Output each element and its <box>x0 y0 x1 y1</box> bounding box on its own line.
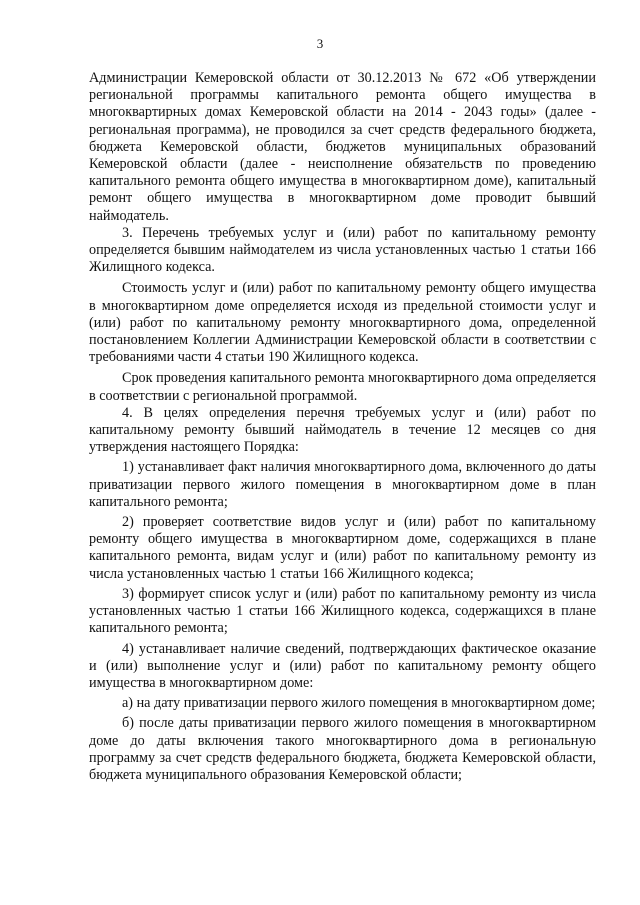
paragraph-term: Срок проведения капитального ремонта многоквартирного дома определяется в соответствии с региональной программой. <box>89 370 596 404</box>
paragraph-continuation: Администрации Кемеровской области от 30.12.2013 № 672 «Об утверждении региональной программы капитального ремонта общего имущества в многоквартирных домах Кемеровской области на 2014 - 2043 годы» (далее - региональная программа), не проводился за счет средств федерального бюджета, бюджета Кемеровской области, бюджетов муниципальных образований Кемеровской области (далее - неисполнение обязательств по проведению капитального ремонта общего имущества в многоквартирном доме), капитальный ремонт общего имущества в многоквартирном доме проводит бывший наймодатель. <box>89 70 596 224</box>
subitem-2: 2) проверяет соответствие видов услуг и (или) работ по капитальному ремонту общего имущества в многоквартирном доме, содержащихся в плане капитального ремонта, видам услуг и (или) работ по капитальному ремонту из числа установленных частью 1 статьи 166 Жилищного кодекса; <box>89 514 596 582</box>
document-body <box>89 70 596 784</box>
paragraph-item-4: 4. В целях определения перечня требуемых услуг и (или) работ по капитальному ремонту бывший наймодатель в течение 12 месяцев со дня утверждения настоящего Порядка: <box>89 404 596 456</box>
page-number: 3 <box>316 36 324 51</box>
subitem-4: 4) устанавливает наличие сведений, подтверждающих фактическое оказание и (или) выполнение услуг и (или) работ по капитальному ремонту общего имущества в многоквартирном доме: <box>89 640 596 691</box>
paragraph-item-3: 3. Перечень требуемых услуг и (или) работ по капитальному ремонту определяется бывшим наймодателем из числа установленных частью 1 статьи 166 Жилищного кодекса. <box>89 224 596 276</box>
subitem-4a: а) на дату приватизации первого жилого помещения в многоквартирном доме; <box>122 695 596 712</box>
subitem-1: 1) устанавливает факт наличия многоквартирного дома, включенного до даты приватизации первого жилого помещения в многоквартирном доме в план капитального ремонта; <box>89 459 596 510</box>
subitem-3: 3) формирует список услуг и (или) работ по капитальному ремонту из числа установленных частью 1 статьи 166 Жилищного кодекса, содержащихся в плане капитального ремонта; <box>89 585 596 637</box>
paragraph-cost: Стоимость услуг и (или) работ по капитальному ремонту общего имущества в многоквартирном доме определяется исходя из предельной стоимости услуг и (или) работ по капитальному ремонту многоквартирного дома, определенной постановлением Коллегии Администрации Кемеровской области в соответствии с требованиями части 4 статьи 190 Жилищного кодекса. <box>89 280 596 366</box>
subitem-4b: б) после даты приватизации первого жилого помещения в многоквартирном доме до даты включения такого многоквартирного дома в региональную программу за счет средств федерального бюджета, бюджета Кемеровской области, бюджета муниципального образования Кемеровской области; <box>89 715 596 783</box>
